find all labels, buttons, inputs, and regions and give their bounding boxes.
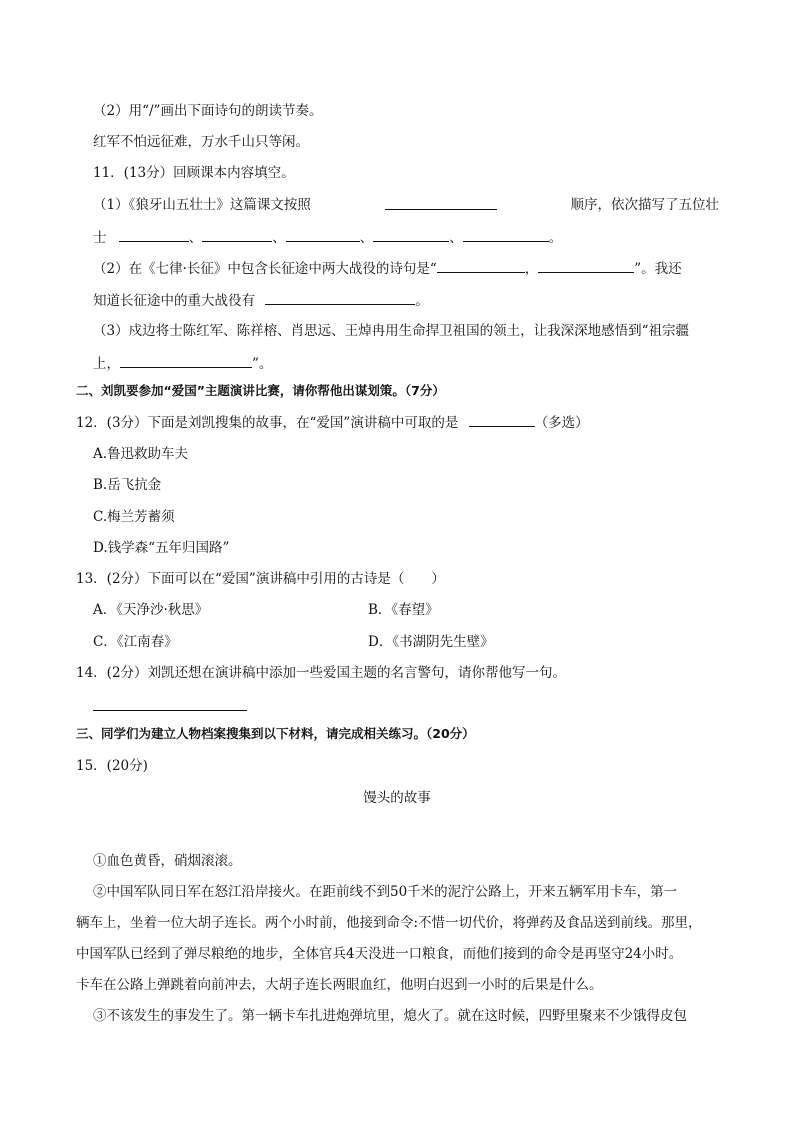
q11-p2-blank-1[interactable] <box>437 258 525 273</box>
q11-p3-line1: （3）戍边将士陈红军、陈祥榕、肖思远、王焯冉用生命捍卫祖国的领土，让我深深地感悟到“祖宗疆 <box>93 323 689 339</box>
q11-p3-line2-suffix: ”。 <box>252 356 273 372</box>
q11-p1-blank-name-2[interactable] <box>202 227 272 242</box>
section3-header: 三、同学们为建立人物档案搜集到以下材料，请完成相关练习。（20分） <box>76 726 475 741</box>
q14-answer-line[interactable] <box>93 710 247 711</box>
q11-p1-prefix: （1）《狼牙山五壮士》这篇课文按照 <box>93 197 311 213</box>
q11-p1-blank-order[interactable] <box>385 195 497 210</box>
q11-p1-blank-name-5[interactable] <box>463 227 549 242</box>
q11-p2-line2-prefix: 知道长征途中的重大战役有 <box>93 293 255 309</box>
q11-p1-sep-4: 、 <box>449 230 463 246</box>
q10-2-instruction: （2）用“/”画出下面诗句的朗读节奏。 <box>93 103 323 119</box>
q12-stem <box>76 412 589 433</box>
q13-option-b[interactable]: B．《春望》 <box>368 602 439 618</box>
q11-p1-sep-3: 、 <box>359 230 374 246</box>
passage-para-2-line-2: 辆车上，坐着一位大胡子连长。两个小时前，他接到命令:不惜一切代价，将弹药及食品送到前线。那里， <box>76 915 702 931</box>
q13-stem: 13．(2分）下面可以在“爱国”演讲稿中引用的古诗是（ ） <box>76 571 445 587</box>
q11-p1-blank-name-1[interactable] <box>119 227 189 242</box>
q11-p3-line2 <box>93 353 272 374</box>
q12-stem-prefix: 12．(3分）下面是刘凯搜集的故事，在“爱国”演讲稿中可取的是 <box>76 415 459 431</box>
q11-p2-suffix: ”。我还 <box>634 261 682 277</box>
passage-para-1: ①血色黄昏，硝烟滚滚。 <box>93 853 242 869</box>
q11-p1-line1 <box>93 195 719 215</box>
q11-p2-blank-battles[interactable] <box>265 290 415 305</box>
q11-p3-line2-prefix: 上， <box>93 356 120 372</box>
q11-p3-blank[interactable] <box>120 353 252 368</box>
q12-option-b[interactable]: B.岳飞抗金 <box>93 477 162 493</box>
passage-para-2-line-4: 卡车在公路上弹跳着向前冲去，大胡子连长两眼血红，他明白迟到一小时的后果是什么。 <box>76 977 603 993</box>
q12-option-a[interactable]: A.鲁迅救助车夫 <box>93 446 189 462</box>
q11-p2-prefix: （2）在《七律·长征》中包含长征途中两大战役的诗句是“ <box>93 261 437 277</box>
q11-p1-period: 。 <box>548 230 563 246</box>
q11-p1-suffix: 顺序，依次描写了五位壮 <box>570 197 719 213</box>
q12-stem-suffix: （多选） <box>534 415 589 431</box>
q11-p1-line2 <box>93 227 562 248</box>
q11-p1-sep-1: 、 <box>188 230 203 246</box>
q11-p2-period: 。 <box>415 293 429 309</box>
q11-p2-comma: ， <box>524 261 539 277</box>
q14-stem: 14．(2分）刘凯还想在演讲稿中添加一些爱国主题的名言警句，请你帮他写一句。 <box>76 665 567 681</box>
section2-header: 二、刘凯要参加“爱国”主题演讲比赛，请你帮他出谋划策。（7分） <box>76 383 445 398</box>
passage-title: 馒头的故事 <box>363 790 431 806</box>
q15-header: 15．(20分) <box>76 758 148 774</box>
q11-p1-line2-prefix: 士 <box>93 230 107 246</box>
q11-p2-line2 <box>93 290 429 311</box>
q10-2-poem-line: 红军不怕远征难，万水千山只等闲。 <box>93 134 309 150</box>
q13-option-a[interactable]: A．《天净沙·秋思》 <box>93 602 209 618</box>
q11-header: 11．(13分）回顾课本内容填空。 <box>93 165 295 181</box>
q11-p1-blank-name-4[interactable] <box>373 227 449 242</box>
passage-para-3-line-1: ③不该发生的事发生了。第一辆卡车扎进炮弹坑里，熄火了。就在这时候，四野里聚来不少饿得皮包 <box>93 1008 687 1024</box>
q11-p1-sep-2: 、 <box>272 230 286 246</box>
q13-option-c[interactable]: C．《江南春》 <box>93 634 178 650</box>
passage-para-2-line-1: ②中国军队同日军在怒江沿岸接火。在距前线不到50千米的泥泞公路上，开来五辆军用卡车，第一 <box>93 884 678 900</box>
q11-p1-blank-name-3[interactable] <box>286 227 360 242</box>
q13-option-d[interactable]: D．《书湖阴先生壁》 <box>368 634 494 650</box>
q11-p2-blank-2[interactable] <box>538 258 634 273</box>
q11-p2-line1 <box>93 258 682 279</box>
q12-option-d[interactable]: D.钱学森“五年归国路” <box>93 540 230 556</box>
q12-blank[interactable] <box>469 412 535 427</box>
q12-option-c[interactable]: C.梅兰芳蓄须 <box>93 509 175 525</box>
passage-para-2-line-3: 中国军队已经到了弹尽粮绝的地步，全体官兵4天没进一口粮食，而他们接到的命令是再坚守24小时。 <box>76 946 683 962</box>
